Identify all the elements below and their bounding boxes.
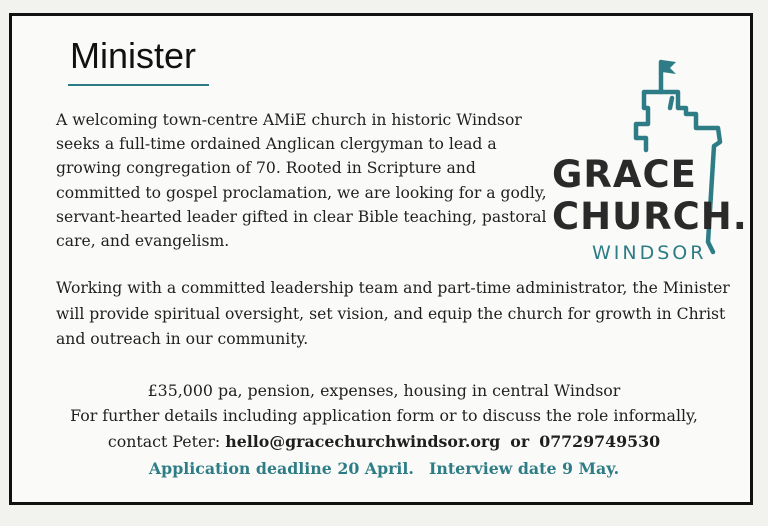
- logo-windsor-text: WINDSOR: [592, 242, 707, 264]
- contact-line: [12, 429, 756, 455]
- contact-phone[interactable]: 07729749530: [539, 432, 661, 451]
- flag-icon: [662, 60, 676, 74]
- details-line: For further details including application form or to discuss the role informally,: [70, 406, 698, 425]
- job-advert: [9, 13, 753, 505]
- intro-paragraph: A welcoming town-centre AMiE church in historic Windsor seeks a full-time ordained Anglican clergyman to lead a growing congregation of 70. Rooted in Scripture and committed to gospel proclamation, we are looking for a godly, servant-hearted leader gifted in clear Bible teaching, pastoral care, and evangelism.: [56, 111, 547, 251]
- logo-church-text: CHURCH.: [552, 195, 748, 238]
- contact-prefix: contact Peter:: [107, 432, 221, 451]
- title-underline: [68, 84, 209, 86]
- dates-line: [12, 456, 756, 482]
- application-deadline: Application deadline 20 April.: [148, 459, 414, 478]
- logo-grace-text: GRACE: [552, 153, 697, 196]
- interview-date: Interview date 9 May.: [429, 459, 620, 478]
- contact-separator: or: [510, 432, 530, 451]
- contact-email-link[interactable]: hello@gracechurchwindsor.org: [225, 432, 501, 451]
- grace-church-logo: [548, 42, 748, 272]
- role-paragraph: Working with a committed leadership team and part-time administrator, the Minister will provide spiritual oversight, set vision, and equip the church for growth in Christ and outreach in our community.: [56, 279, 730, 348]
- salary-line: £35,000 pa, pension, expenses, housing in central Windsor: [147, 381, 621, 400]
- page-title: Minister: [70, 35, 197, 76]
